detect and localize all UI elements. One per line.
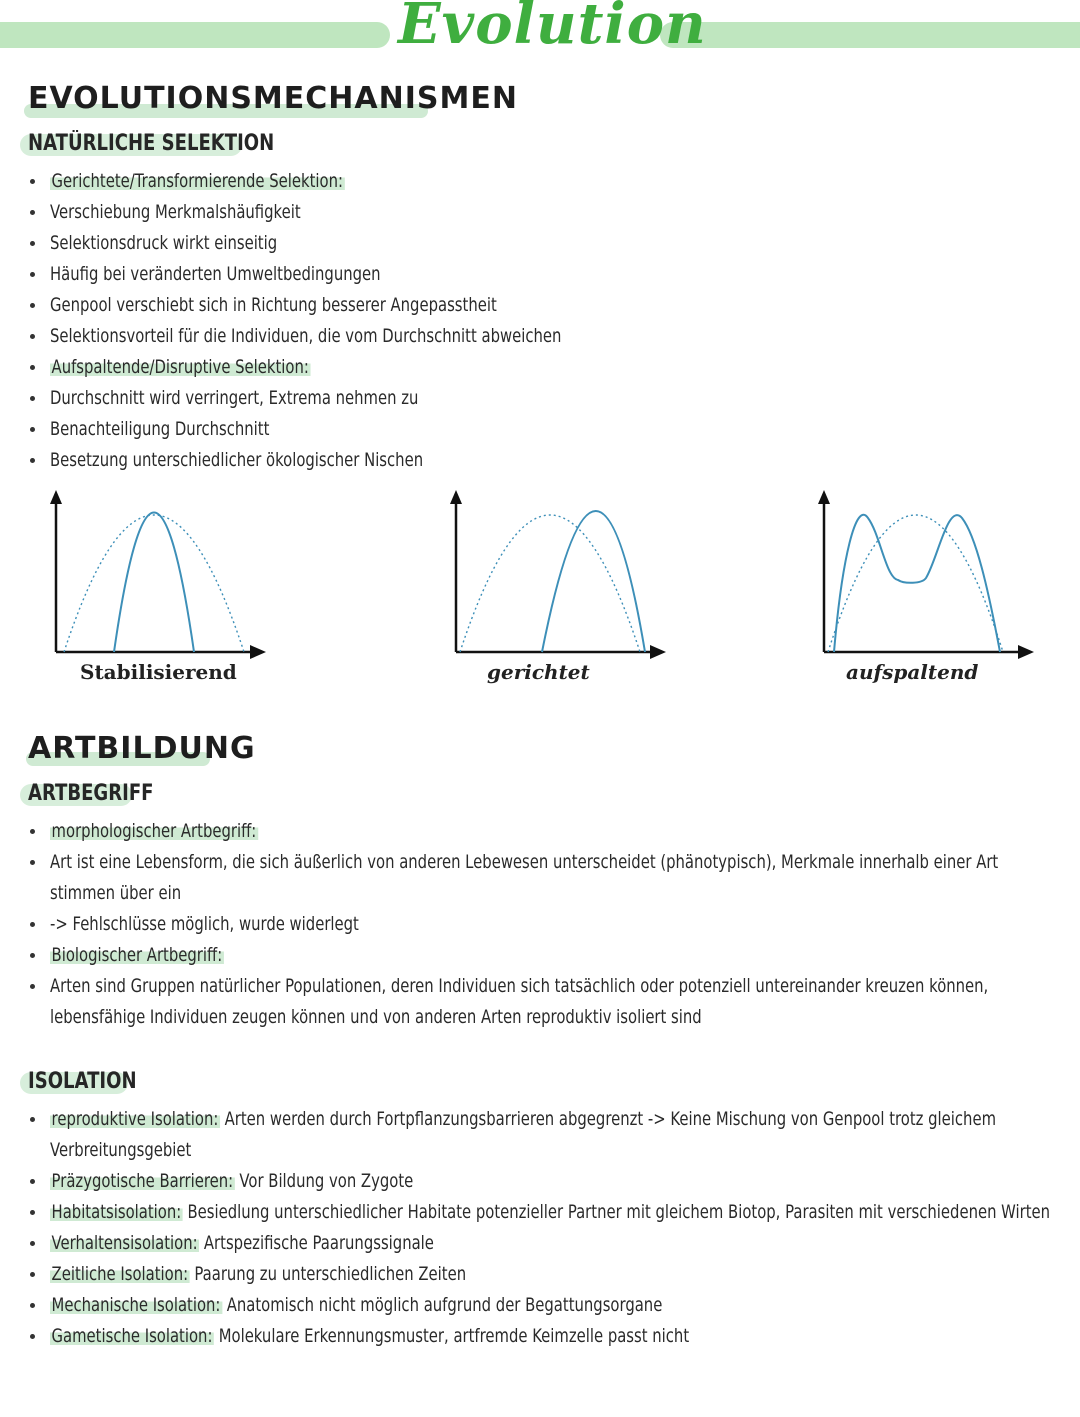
list-item (28, 445, 706, 476)
list-item-label: Aufspaltende/Disruptive Selektion: (51, 356, 309, 378)
page-title: Evolution (398, 0, 707, 57)
list-item (28, 816, 1080, 847)
list-item-content (50, 1290, 662, 1321)
list-item-content (50, 352, 310, 383)
subheading-artbegriff: ARTBEGRIFF (28, 781, 154, 806)
list-item-content (50, 166, 345, 197)
list-item-label: Habitatsisolation: (51, 1201, 182, 1223)
list-item (28, 1290, 1080, 1321)
list-item-label: Biologischer Artbegriff: (51, 944, 223, 966)
original-distribution-curve (64, 515, 244, 652)
selection-list (28, 166, 706, 476)
list-item-label: Zeitliche Isolation: (51, 1263, 189, 1285)
list-item-text: Anatomisch nicht möglich aufgrund der Begattungsorgane (221, 1294, 663, 1316)
chart-label-disruptive: aufspaltend (846, 660, 979, 684)
list-item-text: Durchschnitt wird verringert, Extrema nehmen zu (50, 387, 419, 409)
section-heading-artbildung: ARTBILDUNG (28, 731, 256, 766)
list-item-label: reproduktive Isolation: (51, 1108, 219, 1130)
chart-disruptive-svg (808, 488, 1048, 663)
chart-directional (440, 488, 680, 663)
list-item-text: Molekulare Erkennungsmuster, artfremde Keimzelle passt nicht (214, 1325, 690, 1347)
selected-distribution-curve (542, 511, 645, 652)
list-item-content (50, 290, 497, 321)
list-item-content (50, 414, 269, 445)
list-item-text: Arten werden durch Fortpflanzungsbarrieren abgegrenzt -> Keine Mischung von Genpool trotz gleichem Verbreitungsgebiet (50, 1108, 997, 1161)
list-item-content (50, 1321, 689, 1352)
list-item-text: Paarung zu unterschiedlichen Zeiten (189, 1263, 467, 1285)
list-item-content (50, 971, 1056, 1033)
chart-directional-svg (440, 488, 680, 663)
selected-distribution-curve (114, 513, 194, 653)
list-item (28, 228, 706, 259)
list-item-content (50, 321, 561, 352)
list-item (28, 352, 706, 383)
list-item-text: Arten sind Gruppen natürlicher Populationen, deren Individuen sich tatsächlich oder potenziell untereinander kreuzen können, lebensfähige Individuen zeugen können und von anderen Arten reproduktiv isoliert sind (50, 975, 989, 1028)
list-item (28, 1228, 1080, 1259)
original-distribution-curve (460, 515, 640, 652)
list-item-content (50, 940, 224, 971)
list-item (28, 1197, 1080, 1228)
list-item (28, 909, 1080, 940)
chart-label-directional: gerichtet (487, 660, 590, 684)
list-item-label: Gerichtete/Transformierende Selektion: (51, 170, 343, 192)
list-item-text: Besiedlung unterschiedlicher Habitate potenzieller Partner mit gleichem Biotop, Parasiten mit verschiedenen Wirten (182, 1201, 1051, 1223)
subheading-isolation: ISOLATION (28, 1069, 137, 1094)
list-item-content (50, 816, 258, 847)
list-item-text: Artspezifische Paarungssignale (199, 1232, 434, 1254)
title-band-left (0, 22, 390, 48)
x-axis-arrow (650, 645, 666, 659)
selected-distribution-curve (834, 515, 1000, 652)
list-item-label: Gametische Isolation: (51, 1325, 213, 1347)
list-item-text: Häufig bei veränderten Umweltbedingungen (50, 263, 381, 285)
chart-disruptive (808, 488, 1048, 663)
section-heading-evolutionsmechanismen: EVOLUTIONSMECHANISMEN (28, 81, 518, 116)
list-item-content (50, 847, 1056, 909)
list-item-text: Art ist eine Lebensform, die sich äußerlich von anderen Lebewesen unterscheidet (phänotypisch), Merkmale innerhalb einer Art stimmen über ein (50, 851, 999, 904)
list-item (28, 414, 706, 445)
list-item-text: Vor Bildung von Zygote (234, 1170, 414, 1192)
list-item-content (50, 1228, 434, 1259)
list-item (28, 1166, 1080, 1197)
list-item-text: Benachteiligung Durchschnitt (50, 418, 270, 440)
y-axis-arrow (50, 490, 62, 504)
list-item (28, 971, 1080, 1033)
list-item (28, 321, 706, 352)
chart-stabilizing-svg (40, 488, 280, 663)
list-item (28, 166, 706, 197)
list-item-content (50, 1166, 413, 1197)
list-item (28, 1104, 1080, 1166)
list-item-content (50, 259, 381, 290)
list-item-content (50, 228, 277, 259)
chart-label-stabilizing: Stabilisierend (80, 660, 237, 684)
y-axis-arrow (450, 490, 462, 504)
list-item-text: -> Fehlschlüsse möglich, wurde widerlegt (50, 913, 359, 935)
list-item-text: Selektionsvorteil für die Individuen, die vom Durchschnitt abweichen (50, 325, 562, 347)
list-item-content (50, 197, 301, 228)
list-item-content (50, 445, 423, 476)
list-item-content (50, 1197, 1056, 1228)
list-item (28, 1321, 1080, 1352)
list-item (28, 940, 1080, 971)
list-item (28, 290, 706, 321)
list-item-content (50, 383, 418, 414)
list-item-text: Besetzung unterschiedlicher ökologischer Nischen (50, 449, 424, 471)
chart-stabilizing (40, 488, 280, 663)
list-item-content (50, 1104, 1056, 1166)
list-item-text: Selektionsdruck wirkt einseitig (50, 232, 278, 254)
species-concept-list (28, 816, 1080, 1033)
list-item-text: Verschiebung Merkmalshäufigkeit (50, 201, 301, 223)
list-item-label: Verhaltensisolation: (51, 1232, 198, 1254)
title-bar (0, 0, 1080, 56)
list-item-content (50, 1259, 466, 1290)
isolation-list (28, 1104, 1080, 1352)
x-axis-arrow (250, 645, 266, 659)
list-item-label: Präzygotische Barrieren: (51, 1170, 234, 1192)
list-item-label: morphologischer Artbegriff: (51, 820, 257, 842)
y-axis-arrow (818, 490, 830, 504)
subheading-natuerliche-selektion: NATÜRLICHE SELEKTION (28, 131, 275, 156)
list-item (28, 383, 706, 414)
list-item (28, 197, 706, 228)
list-item-content (50, 909, 359, 940)
list-item-label: Mechanische Isolation: (51, 1294, 221, 1316)
list-item (28, 259, 706, 290)
list-item-text: Genpool verschiebt sich in Richtung besserer Angepasstheit (50, 294, 497, 316)
list-item (28, 847, 1080, 909)
list-item (28, 1259, 1080, 1290)
title-band-right (660, 22, 1080, 48)
x-axis-arrow (1018, 645, 1034, 659)
